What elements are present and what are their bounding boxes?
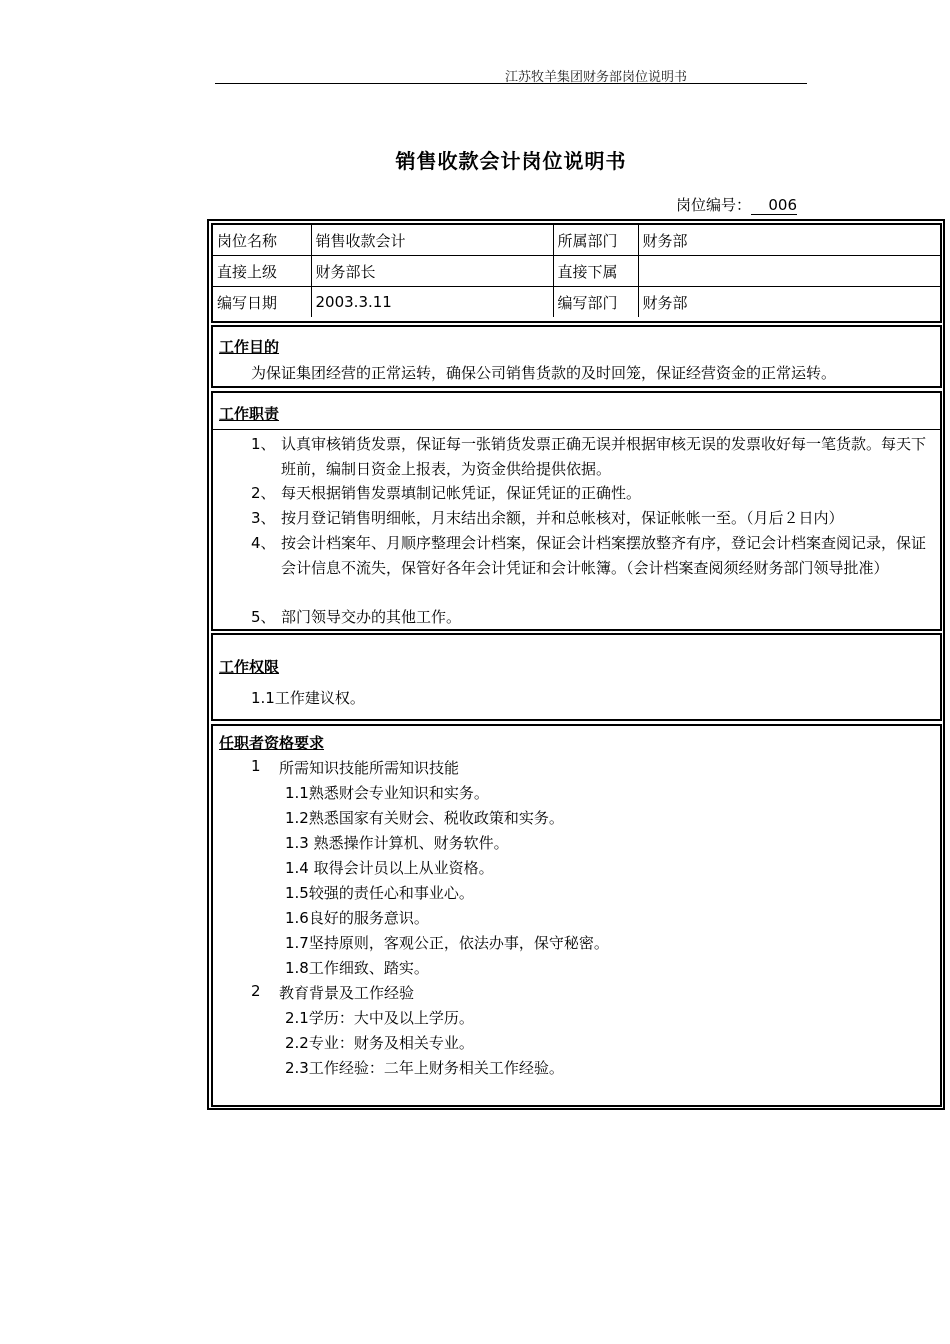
author-dept-label: 编写部门 bbox=[553, 287, 638, 318]
duties-section bbox=[211, 391, 942, 631]
duty-text: 每天根据销售发票填制记帐凭证，保证凭证的正确性。 bbox=[281, 484, 642, 502]
qual-item: 1.2熟悉国家有关财会、税收政策和实务。 bbox=[285, 809, 564, 827]
purpose-text: 为保证集团经营的正常运转，确保公司销售货款的及时回笼，保证经营资金的正常运转。 bbox=[251, 364, 837, 382]
table-row bbox=[213, 256, 940, 287]
position-name-value: 销售收款会计 bbox=[311, 225, 553, 256]
date-label: 编写日期 bbox=[213, 287, 311, 318]
qual-group-number: 1 bbox=[251, 757, 261, 775]
duty-item bbox=[251, 531, 935, 580]
qual-group-title: 教育背景及工作经验 bbox=[279, 984, 415, 1002]
qual-group-number: 2 bbox=[251, 982, 261, 1000]
duty-item bbox=[251, 506, 935, 531]
purpose-section bbox=[211, 325, 942, 388]
post-number-label: 岗位编号： bbox=[676, 196, 752, 214]
qual-item: 1.5较强的责任心和事业心。 bbox=[285, 884, 474, 902]
qual-item: 1.1熟悉财会专业知识和实务。 bbox=[285, 784, 489, 802]
qualifications-title: 任职者资格要求 bbox=[219, 734, 325, 752]
qual-item: 2.1学历：大中及以上学历。 bbox=[285, 1009, 474, 1027]
duties-divider bbox=[213, 429, 940, 430]
qual-item: 2.2专业：财务及相关专业。 bbox=[285, 1034, 474, 1052]
qual-item: 2.3工作经验：二年上财务相关工作经验。 bbox=[285, 1059, 564, 1077]
department-value: 财务部 bbox=[638, 225, 940, 256]
duty-number: 1、 bbox=[251, 435, 276, 453]
author-dept-value: 财务部 bbox=[638, 287, 940, 318]
authority-title: 工作权限 bbox=[219, 658, 280, 676]
post-number-value: 006 bbox=[751, 197, 797, 215]
duty-text: 按会计档案年、月顺序整理会计档案，保证会计档案摆放整齐有序，登记会计档案查阅记录，保证会计信息不流失，保管好各年会计凭证和会计帐簿。（会计档案查阅须经财务部门领导批准） bbox=[281, 534, 927, 577]
qual-item: 1.4 取得会计员以上从业资格。 bbox=[285, 859, 494, 877]
qualifications-section bbox=[211, 724, 942, 1107]
department-label: 所属部门 bbox=[553, 225, 638, 256]
info-table bbox=[213, 225, 940, 317]
duty-text: 按月登记销售明细帐，月末结出余额，并和总帐核对，保证帐帐一至。（月后２日内） bbox=[281, 509, 844, 527]
duty-number: 3、 bbox=[251, 509, 276, 527]
header-divider bbox=[215, 83, 807, 84]
supervisor-value: 财务部长 bbox=[311, 256, 553, 287]
duty-text: 认真审核销货发票，保证每一张销货发票正确无误并根据审核无误的发票收好每一笔货款。每天下班前，编制日资金上报表，为资金供给提供依据。 bbox=[281, 435, 927, 478]
qual-item: 1.6良好的服务意识。 bbox=[285, 909, 429, 927]
authority-section bbox=[211, 633, 942, 721]
subordinate-value bbox=[638, 256, 940, 287]
duty-text: 部门领导交办的其他工作。 bbox=[281, 608, 462, 626]
duty-number: 5、 bbox=[251, 608, 276, 626]
duty-number: 2、 bbox=[251, 484, 276, 502]
duty-number: 4、 bbox=[251, 534, 276, 552]
position-name-label: 岗位名称 bbox=[213, 225, 311, 256]
table-row bbox=[213, 287, 940, 318]
post-number bbox=[676, 194, 797, 215]
supervisor-label: 直接上级 bbox=[213, 256, 311, 287]
info-section bbox=[211, 223, 942, 323]
subordinate-label: 直接下属 bbox=[553, 256, 638, 287]
duties-title: 工作职责 bbox=[219, 405, 280, 423]
duty-item bbox=[251, 432, 935, 481]
table-row bbox=[213, 225, 940, 256]
purpose-title: 工作目的 bbox=[219, 338, 280, 356]
qual-item: 1.3 熟悉操作计算机、财务软件。 bbox=[285, 834, 509, 852]
page-header: 江苏牧羊集团财务部岗位说明书 bbox=[505, 70, 688, 85]
duty-item bbox=[251, 481, 935, 506]
date-value: 2003.3.11 bbox=[311, 287, 553, 318]
document-title: 销售收款会计岗位说明书 bbox=[395, 149, 627, 173]
qual-item: 1.7坚持原则，客观公正，依法办事，保守秘密。 bbox=[285, 934, 609, 952]
qual-group-title: 所需知识技能所需知识技能 bbox=[279, 759, 460, 777]
authority-text: 1.1工作建议权。 bbox=[251, 689, 365, 707]
qual-item: 1.8工作细致、踏实。 bbox=[285, 959, 429, 977]
duty-item bbox=[251, 605, 935, 630]
